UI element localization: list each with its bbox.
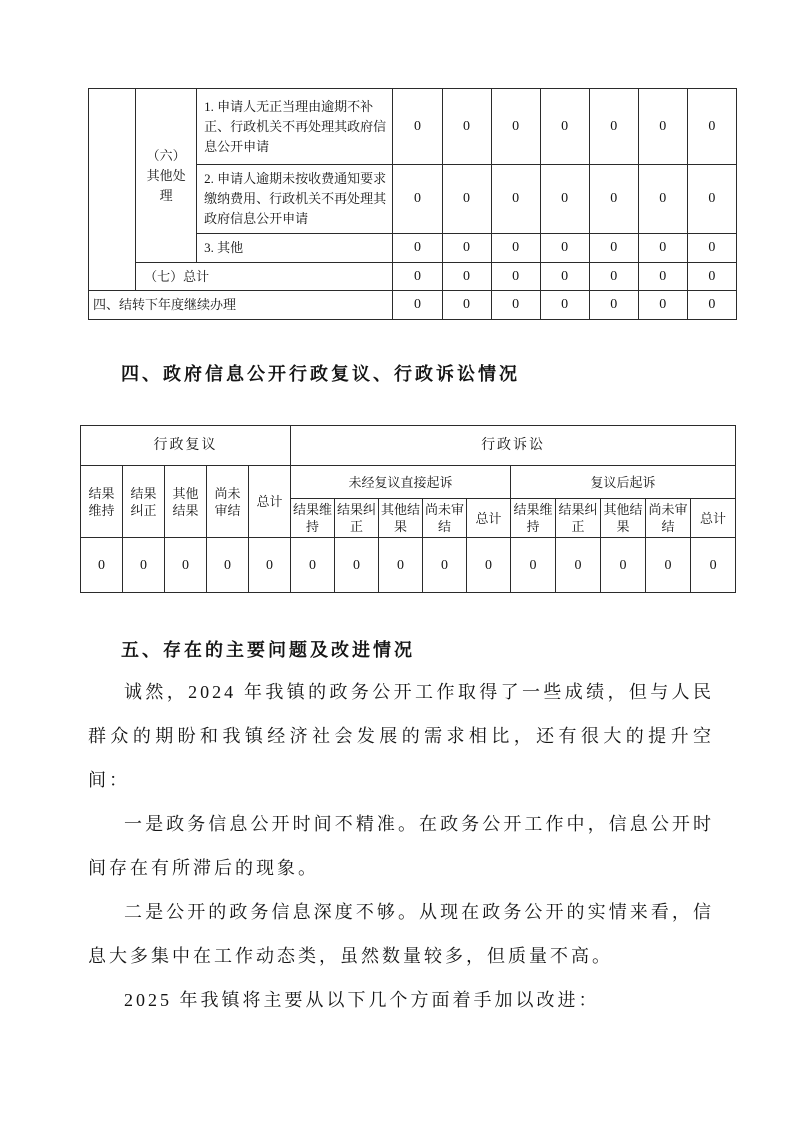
paragraph: 二是公开的政务信息深度不够。从现在政务公开的实情来看，信息大多集中在工作动态类，虽然数量较多，但质量不高。 (88, 902, 714, 966)
table-cell: 0 (511, 538, 556, 593)
table-cell: 0 (491, 165, 540, 234)
table-cell: 0 (393, 89, 442, 165)
table-cell: 0 (423, 538, 467, 593)
column-header: 结果维持 (81, 466, 123, 538)
table-cell: 0 (467, 538, 511, 593)
table-cell: 0 (540, 234, 589, 263)
paragraph: 2025 年我镇将主要从以下几个方面着手加以改进： (124, 990, 600, 1010)
column-header: 其他结果 (601, 499, 646, 538)
table-cell: 0 (556, 538, 601, 593)
table-cell: 0 (393, 291, 442, 320)
column-header: 尚未审结 (646, 499, 691, 538)
row-group-label: （六）其他处理 (136, 89, 197, 263)
table-cell: 0 (638, 291, 687, 320)
row-label: 2. 申请人逾期未按收费通知要求缴纳费用、行政机关不再处理其政府信息公开申请 (197, 165, 393, 234)
column-header: 结果纠正 (556, 499, 601, 538)
column-header: 其他结果 (165, 466, 207, 538)
after-reconsideration-subheader: 复议后起诉 (511, 466, 736, 499)
column-header: 总计 (467, 499, 511, 538)
table-cell: 0 (123, 538, 165, 593)
paragraph: 一是政务信息公开时间不精准。在政务公开工作中，信息公开时间存在有所滞后的现象。 (88, 814, 714, 878)
table-cell: 0 (540, 263, 589, 291)
table-cell: 0 (589, 291, 638, 320)
carryover-row-label: 四、结转下年度继续办理 (89, 291, 393, 320)
table-cell: 0 (165, 538, 207, 593)
paragraph: 诚然，2024 年我镇的政务公开工作取得了一些成绩，但与人民群众的期盼和我镇经济社会发展的需求相比，还有很大的提升空间： (88, 682, 714, 790)
section-heading-4: 四、政府信息公开行政复议、行政诉讼情况 (121, 364, 520, 384)
table-cell: 0 (589, 165, 638, 234)
table-cell: 0 (393, 234, 442, 263)
table-cell: 0 (393, 263, 442, 291)
table-cell: 0 (491, 263, 540, 291)
table-cell: 0 (442, 89, 491, 165)
column-header: 结果维持 (511, 499, 556, 538)
table-cell: 0 (589, 263, 638, 291)
table-cell: 0 (491, 291, 540, 320)
table-cell: 0 (81, 538, 123, 593)
table-cell: 0 (491, 89, 540, 165)
body-text (88, 670, 714, 1022)
table-cell: 0 (589, 89, 638, 165)
direct-suit-subheader: 未经复议直接起诉 (291, 466, 511, 499)
table-cell: 0 (379, 538, 423, 593)
table-cell: 0 (442, 291, 491, 320)
table-cell: 0 (442, 234, 491, 263)
merged-stub-cell (89, 89, 136, 291)
column-header: 尚未审结 (207, 466, 249, 538)
table-cell: 0 (601, 538, 646, 593)
table-cell: 0 (442, 165, 491, 234)
table-cell: 0 (442, 263, 491, 291)
table-cell: 0 (207, 538, 249, 593)
table-cell: 0 (687, 234, 736, 263)
reconsideration-group-header: 行政复议 (81, 426, 291, 466)
section-heading-5: 五、存在的主要问题及改进情况 (121, 640, 415, 660)
column-header: 总计 (691, 499, 736, 538)
table-cell: 0 (291, 538, 335, 593)
reconsideration-litigation-table (80, 425, 736, 593)
column-header: 结果纠正 (123, 466, 165, 538)
table-cell: 0 (687, 89, 736, 165)
table-cell: 0 (638, 89, 687, 165)
table-cell: 0 (691, 538, 736, 593)
table-cell: 0 (249, 538, 291, 593)
table-cell: 0 (540, 291, 589, 320)
table-cell: 0 (335, 538, 379, 593)
column-header: 结果维持 (291, 499, 335, 538)
column-header: 尚未审结 (423, 499, 467, 538)
litigation-group-header: 行政诉讼 (291, 426, 736, 466)
table-cell: 0 (687, 263, 736, 291)
table-cell: 0 (687, 165, 736, 234)
row-label: 1. 申请人无正当理由逾期不补正、行政机关不再处理其政府信息公开申请 (197, 89, 393, 165)
table-cell: 0 (646, 538, 691, 593)
row-label: 3. 其他 (197, 234, 393, 263)
table-cell: 0 (540, 165, 589, 234)
total-row-label: （七）总计 (136, 263, 393, 291)
table-cell: 0 (687, 291, 736, 320)
table-cell: 0 (638, 165, 687, 234)
table-cell: 0 (638, 234, 687, 263)
column-header: 结果纠正 (335, 499, 379, 538)
table-cell: 0 (540, 89, 589, 165)
table-cell: 0 (393, 165, 442, 234)
table-cell: 0 (491, 234, 540, 263)
column-header: 总计 (249, 466, 291, 538)
table-cell: 0 (589, 234, 638, 263)
table-cell: 0 (638, 263, 687, 291)
processing-results-table (88, 88, 737, 320)
column-header: 其他结果 (379, 499, 423, 538)
